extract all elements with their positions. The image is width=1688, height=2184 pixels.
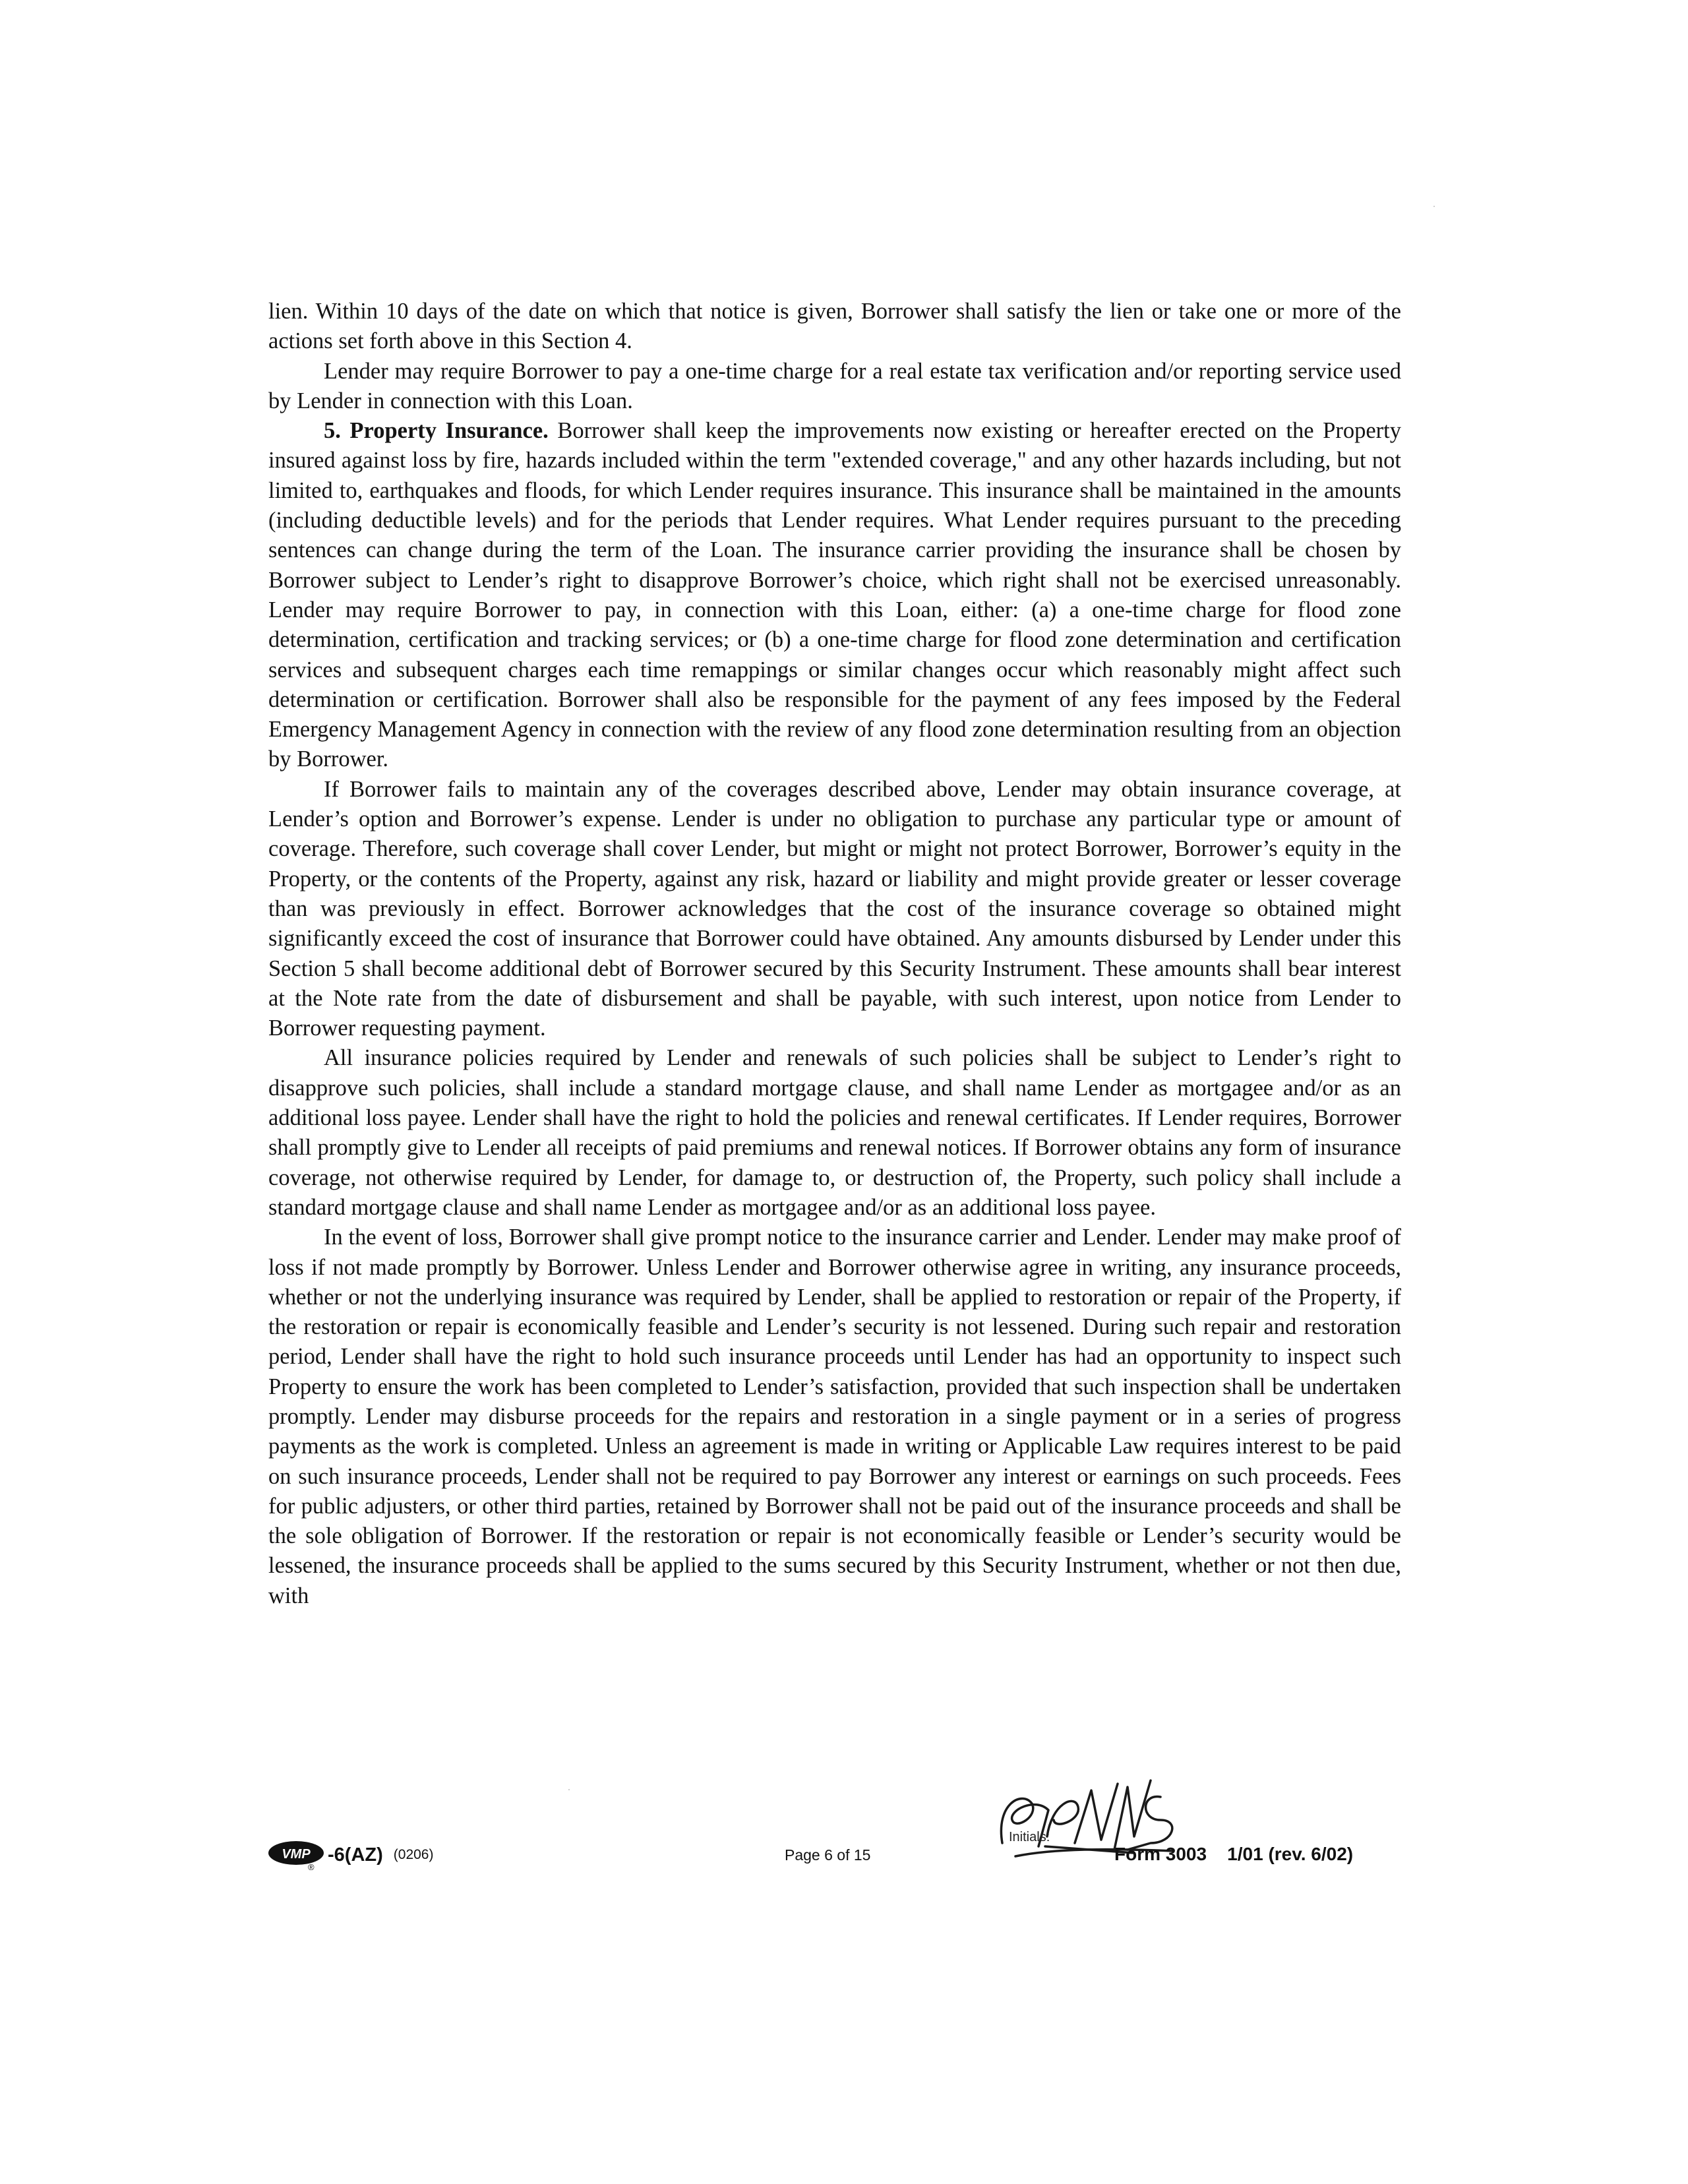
paragraph-text: lien. Within 10 days of the date on which that notice is given, Borrower shall satisfy the lien or take one or more of the actions set forth above in this Section 4. [268,299,1401,354]
document-body [268,297,1401,1611]
body-paragraph [268,1043,1401,1223]
scan-speck [1433,206,1435,207]
vmp-form-badge [267,1838,433,1871]
vmp-logo-text: VMP [282,1847,311,1862]
initials-label: Initials: [1009,1830,1050,1844]
vmp-logo-icon [267,1840,325,1870]
body-paragraph [268,775,1401,1044]
scan-speck [568,1789,570,1790]
paragraph-text: Lender may require Borrower to pay a one-time charge for a real estate tax verification and/or reporting service used by Lender in connection with this Loan. [268,358,1401,413]
registered-mark: ® [308,1862,315,1870]
body-paragraph [268,1223,1401,1611]
form-date: (0206) [393,1847,434,1862]
paragraph-text: Borrower shall keep the improvements now existing or hereafter erected on the Property insured against loss by fire, hazards included within the term "extended coverage," and any other hazards including, but not limited to, earthquakes and floods, for which Lender requires insurance. This insurance shall be maintained in the amounts (including deductible levels) and for the periods that Lender requires. What Lender requires pursuant to the preceding sentences can change during the term of the Loan. The insurance carrier providing the insurance shall be chosen by Borrower subject to Lender’s right to disapprove Borrower’s choice, which right shall not be exercised unreasonably. Lender may require Borrower to pay, in connection with this Loan, either: (a) a one-time charge for flood zone determination, certification and tracking services; or (b) a one-time charge for flood zone determination and certification services and subsequent charges each time remappings or similar changes occur which reasonably might affect such determination or certification. Borrower shall also be responsible for the payment of any fees imposed by the Federal Emergency Management Agency in connection with the review of any flood zone determination resulting from an objection by Borrower. [268,418,1401,772]
body-paragraph [268,357,1401,417]
page-number: Page 6 of 15 [785,1846,871,1864]
body-paragraph [268,297,1401,357]
form-identifier: Form 3003 1/01 (rev. 6/02) [1114,1844,1354,1864]
paragraph-text: In the event of loss, Borrower shall give prompt notice to the insurance carrier and Lender. Lender may make proof of loss if not made promptly by Borrower. Unless Lender and Borrower otherwise agree in writing, any insurance proceeds, whether or not the underlying insurance was required by Lender, shall be applied to restoration or repair of the Property, if the restoration or repair is economically feasible and Lender’s security is not lessened. During such repair and restoration period, Lender shall have the right to hold such insurance proceeds until Lender has had an opportunity to inspect such Property to ensure the work has been completed to Lender’s satisfaction, provided that such inspection shall be undertaken promptly. Lender may disburse proceeds for the repairs and restoration in a single payment or in a series of progress payments as the work is completed. Unless an agreement is made in writing or Applicable Law requires interest to be paid on such insurance proceeds, Lender shall not be required to pay Borrower any interest or earnings on such proceeds. Fees for public adjusters, or other third parties, retained by Borrower shall not be paid out of the insurance proceeds and shall be the sole obligation of Borrower. If the restoration or repair is not economically feasible or Lender’s security would be lessened, the insurance proceeds shall be applied to the sums secured by this Security Instrument, whether or not then due, with [268,1225,1401,1608]
form-code: -6(AZ) [328,1844,383,1866]
paragraph-text: All insurance policies required by Lender and renewals of such policies shall be subject to Lender’s right to disapprove such policies, shall include a standard mortgage clause, and shall name Lender as mortgagee and/or as an additional loss payee. Lender shall have the right to hold the policies and renewal certificates. If Lender requires, Borrower shall promptly give to Lender all receipts of paid premiums and renewal notices. If Borrower obtains any form of insurance coverage, not otherwise required by Lender, for damage to, or destruction of, the Property, such policy shall include a standard mortgage clause and shall name Lender as mortgagee and/or as an additional loss payee. [268,1045,1401,1220]
body-paragraph [268,416,1401,775]
section-heading: 5. Property Insurance. [324,418,549,444]
paragraph-text: If Borrower fails to maintain any of the coverages described above, Lender may obtain insurance coverage, at Lender’s option and Borrower’s expense. Lender is under no obligation to purchase any particular type or amount of coverage. Therefore, such coverage shall cover Lender, but might or might not protect Borrower, Borrower’s equity in the Property, or the contents of the Property, against any risk, hazard or liability and might provide greater or lesser coverage than was previously in effect. Borrower acknowledges that the cost of the insurance coverage so obtained might significantly exceed the cost of insurance that Borrower could have obtained. Any amounts disbursed by Lender under this Section 5 shall become additional debt of Borrower secured by this Security Instrument. These amounts shall bear interest at the Note rate from the date of disbursement and shall be payable, with such interest, upon notice from Lender to Borrower requesting payment. [268,776,1401,1041]
